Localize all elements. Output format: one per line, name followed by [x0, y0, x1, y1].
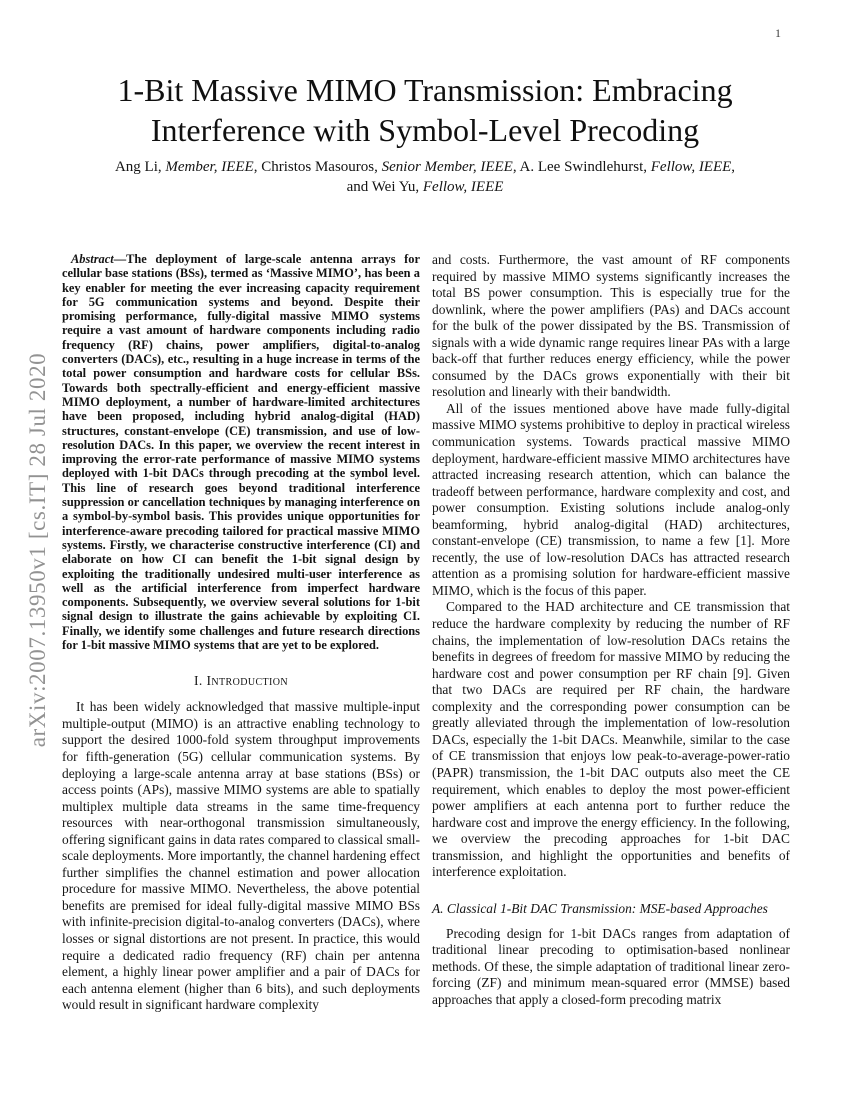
- author-name: Ang Li,: [114, 159, 166, 175]
- abstract-text: —The deployment of large-scale antenna arrays for cellular base stations (BSs), termed as ‘Massive MIMO’, has been a key enabler for meeting the ever increasing capacity requirement for 5G communication systems and beyond. Despite their promising performance, fully-digital massive MIMO systems require a vast amount of hardware components including radio frequency (RF) chains, power amplifiers, digital-to-analog converters (DACs), etc., resulting in a huge increase in terms of the total power consumption and hardware costs for cellular BSs. Towards both spectrally-efficient and energy-efficient massive MIMO deployment, a number of hardware-limited architectures have been proposed, including hybrid analog-digital (HAD) structures, constant-envelope (CE) transmission, and use of low-resolution DACs. In this paper, we overview the recent interest in improving the error-rate performance of massive MIMO systems deployed with 1-bit DACs through precoding at the symbol level. This line of research goes beyond traditional interference suppression or cancellation techniques by managing interference on a symbol-by-symbol basis. This provides unique opportunities for interference-aware precoding tailored for practical massive MIMO systems. Firstly, we characterise constructive interference (CI) and elaborate on how CI can benefit the 1-bit signal design by exploiting the traditionally undesired multi-user interference as well as the artificial interference from imperfect hardware components. Subsequently, we overview several solutions for 1-bit signal design to illustrate the gains achievable by exploiting CI. Finally, we identify some challenges and future research directions for 1-bit massive MIMO systems that are yet to be explored.: [62, 252, 420, 653]
- author-role: Senior Member, IEEE: [381, 159, 513, 175]
- intro-paragraph-1: It has been widely acknowledged that massive multiple-input multiple-output (MIMO) is an attractive enabling technology to support the desired 1000-fold system throughput improvements for fifth-generation (5G) cellular communication systems. By deploying a large-scale antenna array at base stations (BSs) or access points (APs), massive MIMO systems are able to spatially multiplex multiple data streams in the same time-frequency resources with near-orthogonal transmission simultaneously, offering significant gains in data rates compared to classical small-scale deployments. More importantly, the channel hardening effect further simplifies the channel estimation and power allocation procedure for massive MIMO. Nevertheless, the above potential benefits are premised for ideal fully-digital massive MIMO BSs with infinite-precision digital-to-analog converters (DACs), where losses or signal distortions are not present. In practice, this would require a dedicated radio frequency (RF) chain per antenna element, a highly linear power amplifier and a pair of DACs for each antenna element (higher than 6 bits), and such deployments would result in significant hardware complexity: [62, 699, 420, 1013]
- author-separator: ,: [731, 159, 736, 175]
- paper-title: [61, 70, 789, 150]
- abstract: [62, 252, 420, 652]
- subsection-a-paragraph-1: Precoding design for 1-bit DACs ranges from adaptation of traditional linear precoding to optimisation-based nonlinear methods. Of these, the simple adaptation of traditional linear zero-forcing (ZF) and minimum mean-squared error (MMSE) based approaches that apply a closed-form precoding matrix: [432, 925, 790, 1007]
- author-separator: ,: [253, 159, 262, 175]
- right-column: [432, 252, 790, 1009]
- author-role: Fellow, IEEE: [650, 159, 732, 175]
- author-name: and Wei Yu,: [346, 179, 423, 195]
- intro-paragraph-1-continuation: and costs. Furthermore, the vast amount of RF components required by massive MIMO systems significantly increases the total BS power consumption. This is especially true for the downlink, where the power amplifiers (PAs) and DACs account for the bulk of the power dissipated by the BS. Transmission of signals with a wide dynamic range requires linear PAs with a large back-off that further reduces energy efficiency, while the power consumed by the DACs grows exponentially with their bit resolution and linearly with their bandwidth.: [432, 252, 790, 400]
- arxiv-stamp: arXiv:2007.13950v1 [cs.IT] 28 Jul 2020: [25, 352, 50, 748]
- author-role: Member, IEEE: [165, 159, 254, 175]
- author-separator: ,: [512, 159, 520, 175]
- paper-title-line2: Interference with Symbol-Level Precoding: [150, 112, 700, 148]
- section-heading-introduction: I. Introduction: [193, 673, 289, 689]
- subsection-heading-a: A. Classical 1-Bit DAC Transmission: MSE-based Approaches: [432, 900, 768, 916]
- page-number: 1: [775, 26, 781, 40]
- author-list: [61, 157, 789, 197]
- left-column: [62, 252, 420, 1014]
- author-name: Christos Masouros,: [261, 159, 382, 175]
- abstract-label: Abstract: [71, 252, 114, 266]
- intro-paragraph-2: All of the issues mentioned above have made fully-digital massive MIMO systems prohibitive to deploy in practical wireless communication systems. Towards practical massive MIMO deployment, hardware-efficient massive MIMO architectures have attracted increasing research attention, which can balance the tradeoff between performance, hardware complexity and cost, and power consumption. Existing solutions include analog-only beamforming, hybrid analog-digital (HAD) architectures, constant-envelope (CE) transmission, to name a few [1]. More recently, the use of low-resolution DACs has attracted research attention as a promising solution for hardware-efficient massive MIMO, which is the focus of this paper.: [432, 400, 790, 598]
- author-name: A. Lee Swindlehurst,: [519, 159, 651, 175]
- intro-paragraph-3: Compared to the HAD architecture and CE transmission that reduce the hardware complexity by reducing the number of RF chains, the implementation of low-resolution DACs retains the benefits in degrees of freedom for massive MIMO by reducing the hardware cost and power consumption per RF chain [9]. Given that two DACs are required per RF chain, the hardware complexity and the corresponding power consumption can be greatly alleviated through the implementation of low-resolution DACs, especially the 1-bit DACs. Meanwhile, similar to the case of CE transmission that enjoys low peak-to-average-power-ratio (PAPR) transmission, the 1-bit DAC outputs also meet the CE requirement, which enables to deploy the most power-efficient power amplifiers at each antenna port to further reduce the hardware cost and improve the energy efficiency. In the following, we overview the precoding approaches for 1-bit DAC transmission, and highlight the opportunities and benefits of interference exploitation.: [432, 599, 790, 880]
- author-role: Fellow, IEEE: [422, 179, 504, 195]
- paper-title-line1: 1-Bit Massive MIMO Transmission: Embracing: [117, 72, 733, 108]
